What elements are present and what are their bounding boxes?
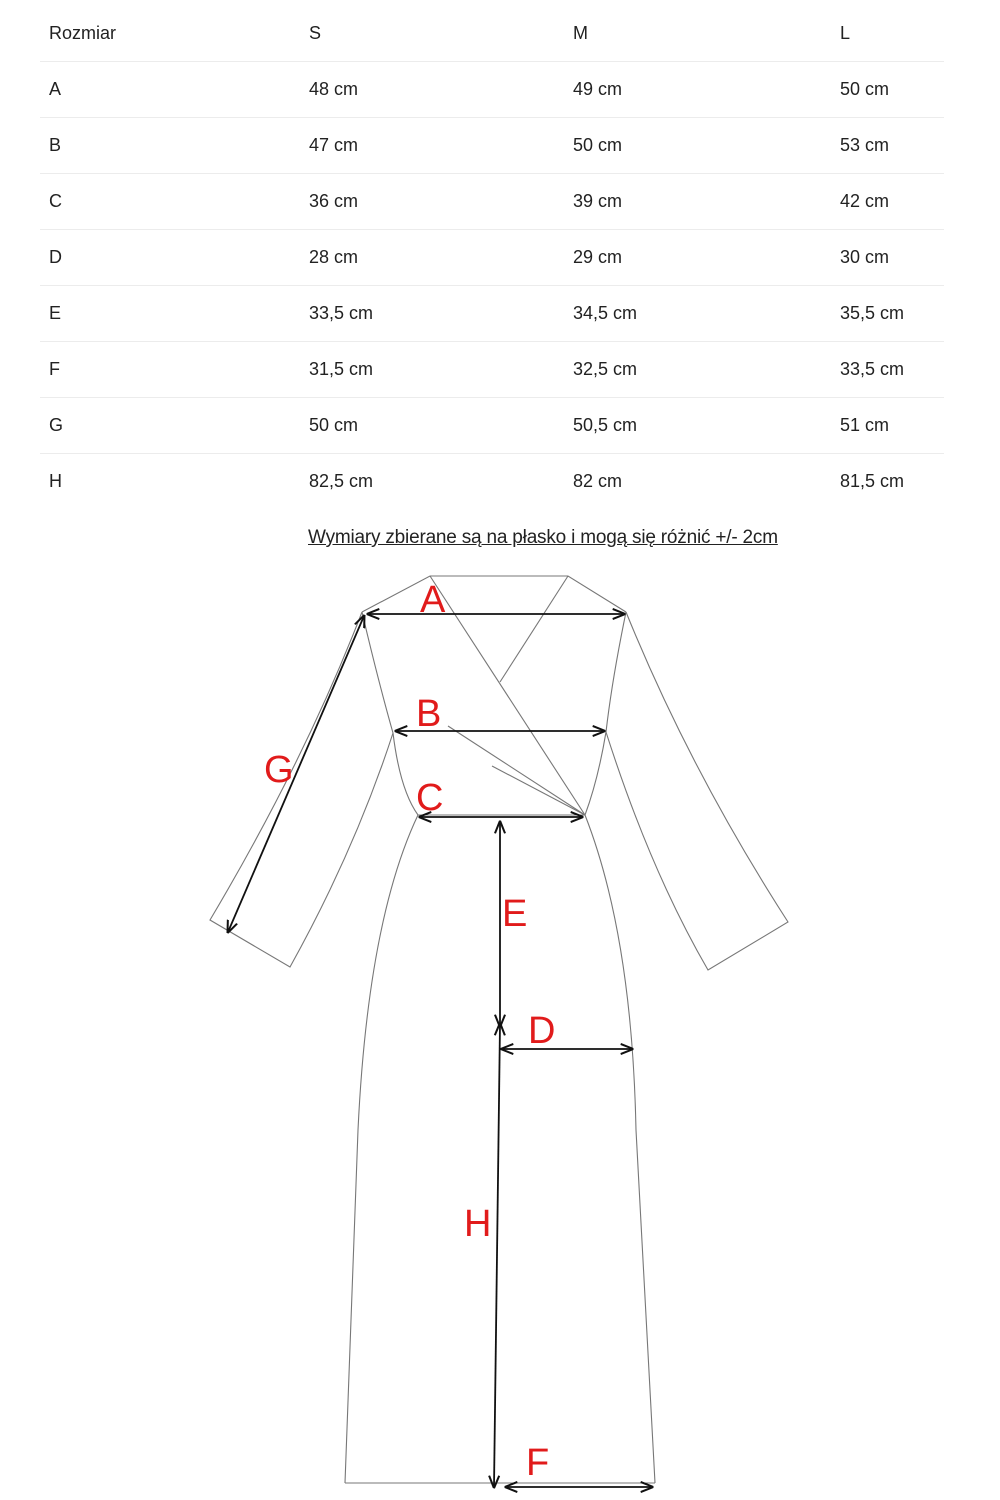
cell-s: 31,5 cm xyxy=(300,342,564,398)
table-row xyxy=(40,62,944,118)
cell-s: 50 cm xyxy=(300,398,564,454)
table-row xyxy=(40,286,944,342)
cell-m: 50 cm xyxy=(564,118,831,174)
cell-m: 29 cm xyxy=(564,230,831,286)
cell-measure: E xyxy=(40,286,300,342)
cell-m: 82 cm xyxy=(573,471,623,491)
header-s: S xyxy=(300,6,564,62)
cell-l: 53 cm xyxy=(831,118,944,174)
dress-outline xyxy=(210,576,788,1483)
cell-measure: F xyxy=(40,342,300,398)
label-h: H xyxy=(464,1203,492,1245)
cell-m: 32,5 cm xyxy=(564,342,831,398)
label-c: C xyxy=(416,777,444,819)
label-e: E xyxy=(502,893,528,935)
cell-s: 48 cm xyxy=(300,62,564,118)
header-l: L xyxy=(831,6,944,62)
measure-line-h xyxy=(494,1024,500,1487)
header-size: Rozmiar xyxy=(40,6,300,62)
cell-l: 35,5 cm xyxy=(831,286,944,342)
cell-measure: C xyxy=(40,174,300,230)
cell-s: 36 cm xyxy=(300,174,564,230)
measure-line-g xyxy=(228,616,364,932)
cell-s: 47 cm xyxy=(300,118,564,174)
label-b: B xyxy=(416,693,442,735)
cell-l: 50 cm xyxy=(831,62,944,118)
cell-measure: G xyxy=(40,398,300,454)
cell-l: 33,5 cm xyxy=(831,342,944,398)
cell-l: 30 cm xyxy=(831,230,944,286)
table-row xyxy=(40,398,944,454)
header-m: M xyxy=(564,6,831,62)
cell-measure: B xyxy=(40,118,300,174)
cell-m: 39 cm xyxy=(564,174,831,230)
cell-measure: D xyxy=(40,230,300,286)
table-row xyxy=(40,342,944,398)
cell-s: 28 cm xyxy=(300,230,564,286)
label-f: F xyxy=(526,1442,550,1484)
label-a: A xyxy=(420,579,446,621)
table-header-row xyxy=(40,6,944,62)
cell-m: 34,5 cm xyxy=(564,286,831,342)
label-g: G xyxy=(264,749,294,791)
cell-m: 50,5 cm xyxy=(564,398,831,454)
cell-measure: H xyxy=(49,471,62,491)
measurement-labels xyxy=(264,579,555,1484)
cell-s: 82,5 cm xyxy=(309,471,374,491)
table-row xyxy=(40,454,944,510)
cell-l: 81,5 cm xyxy=(840,471,905,491)
measurement-lines xyxy=(228,614,652,1487)
cell-l: 51 cm xyxy=(831,398,944,454)
size-table xyxy=(40,6,944,509)
measurement-note: Wymiary zbierane są na płasko i mogą się różnić +/- 2cm xyxy=(308,527,778,548)
table-row xyxy=(40,118,944,174)
cell-l: 42 cm xyxy=(831,174,944,230)
table-row xyxy=(40,174,944,230)
cell-measure: A xyxy=(40,62,300,118)
label-d: D xyxy=(528,1010,556,1052)
cell-m: 49 cm xyxy=(564,62,831,118)
cell-s: 33,5 cm xyxy=(300,286,564,342)
table-row xyxy=(40,230,944,286)
dress-measurement-diagram xyxy=(0,560,1000,1500)
